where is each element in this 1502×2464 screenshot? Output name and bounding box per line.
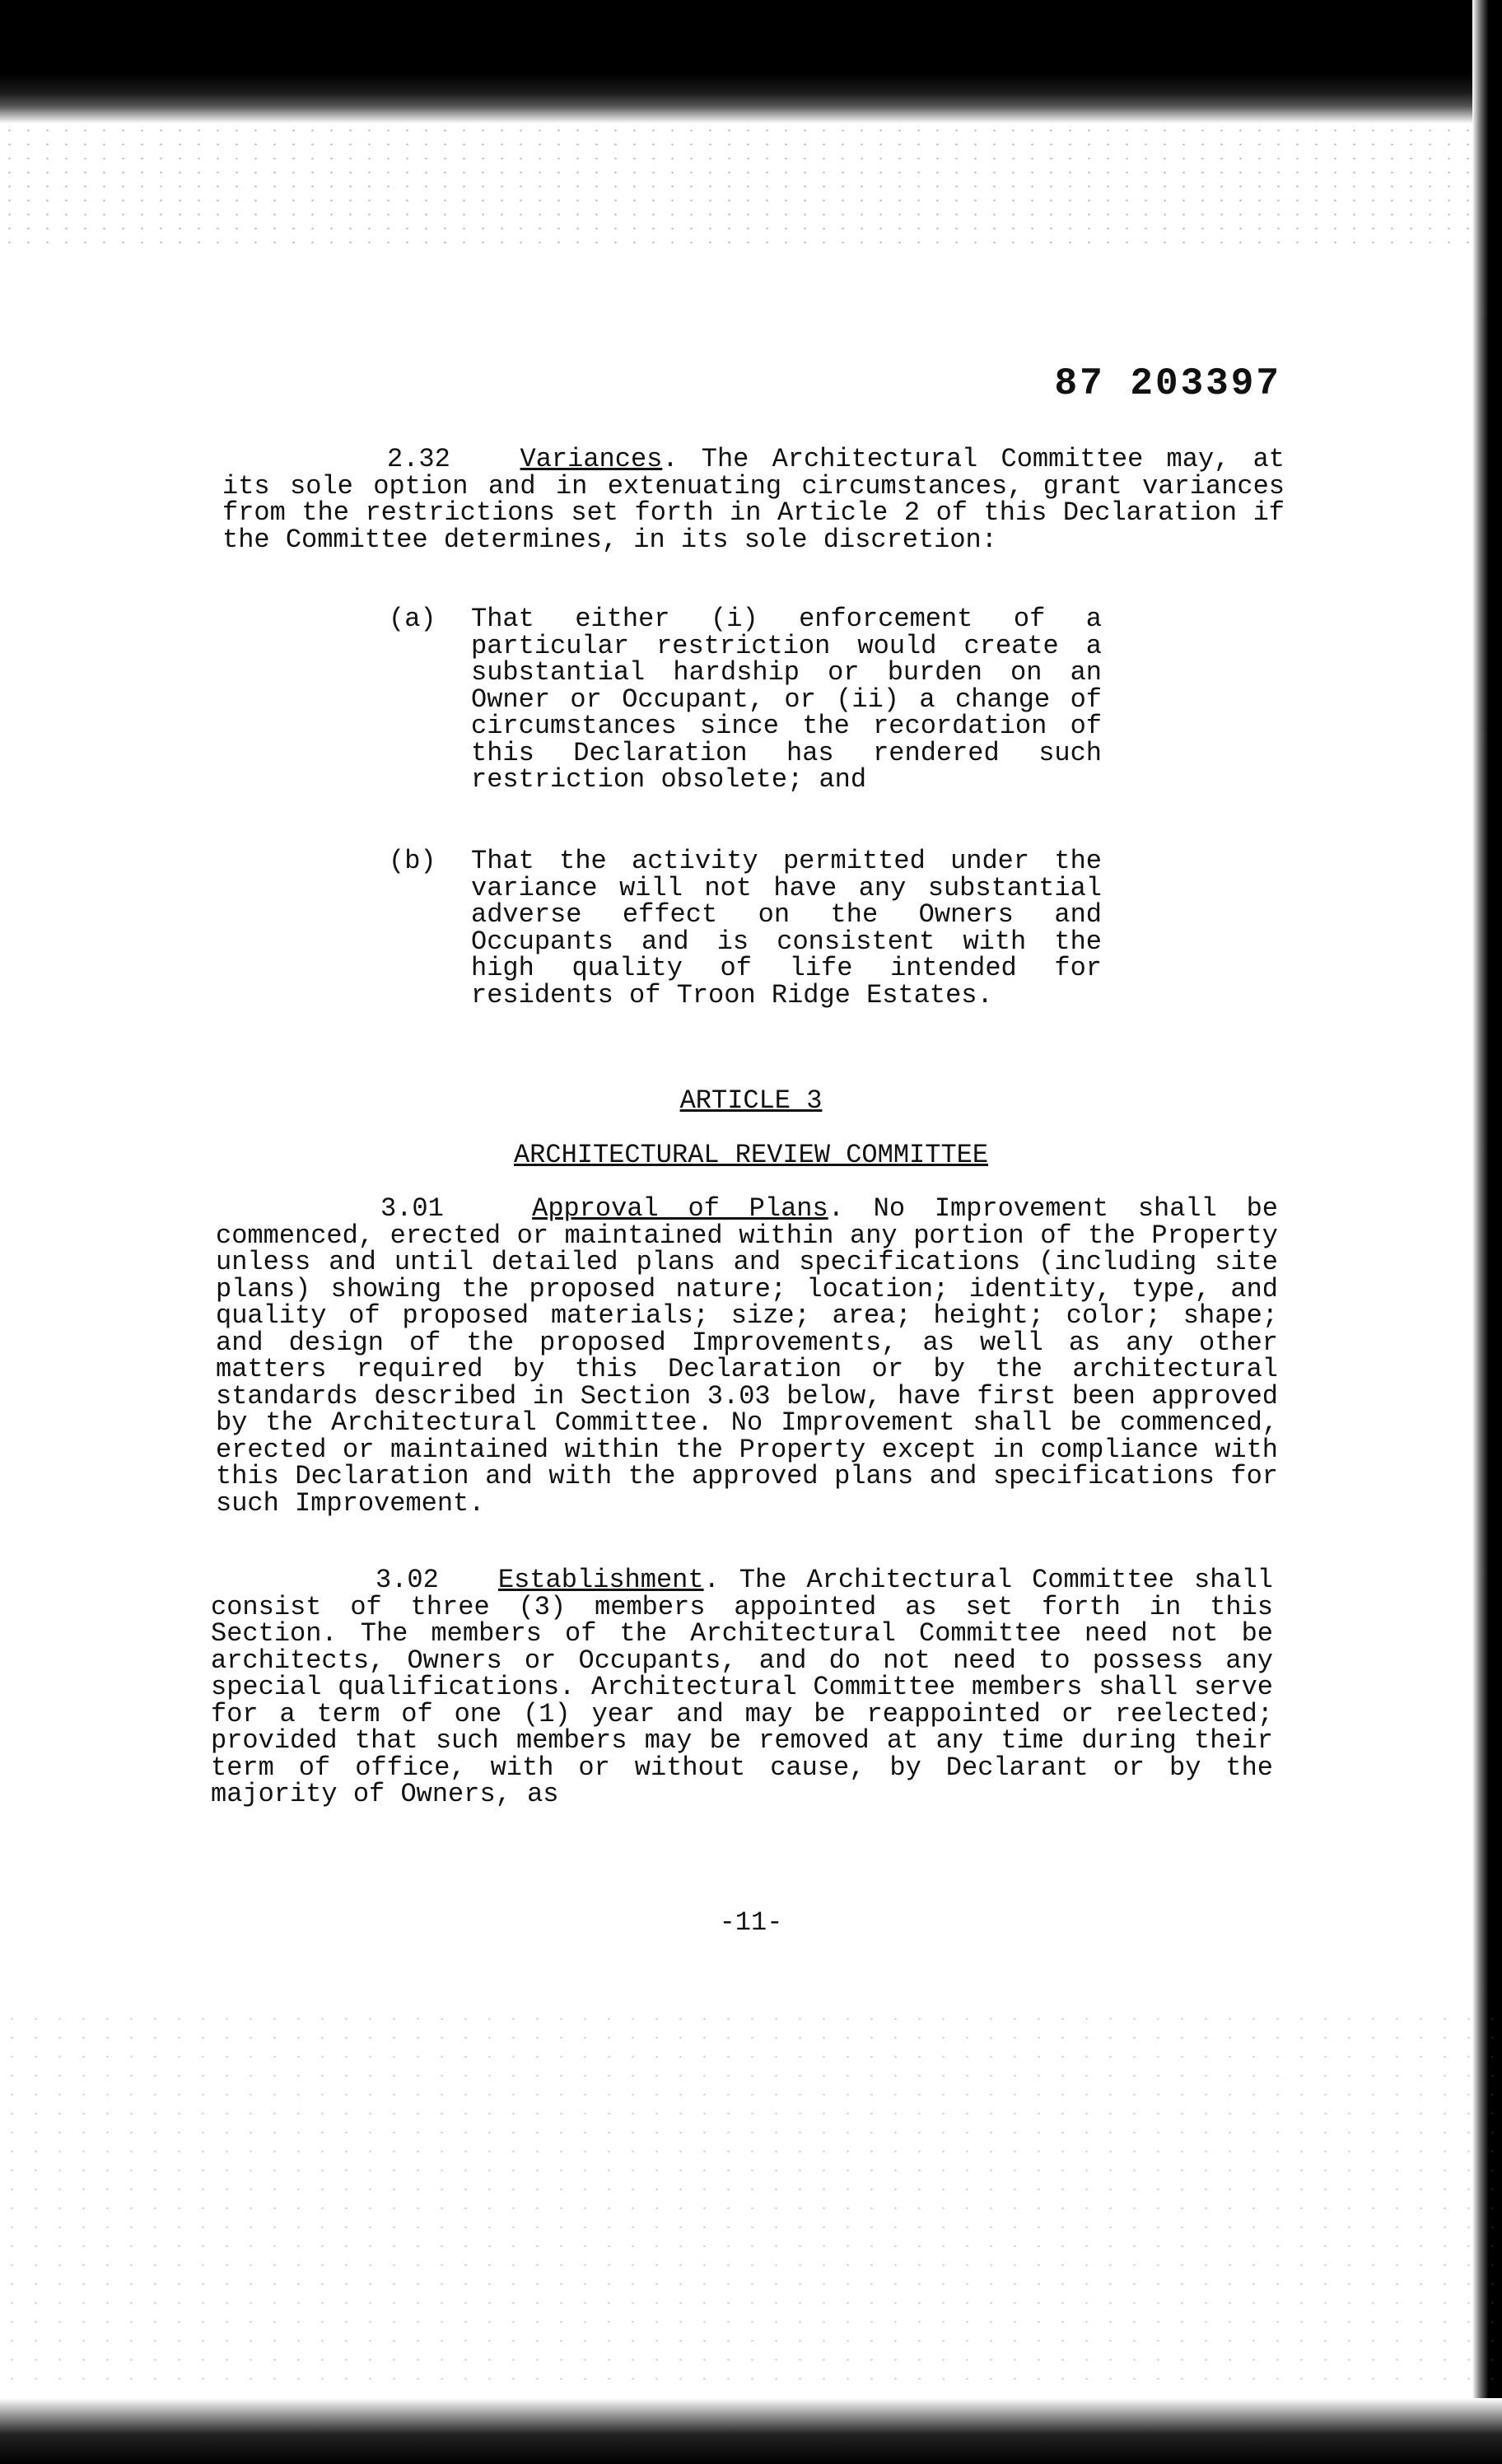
- scan-noise-top: [0, 124, 1502, 255]
- item-text-b: That the activity permitted under the variance will not have any substantial adverse effect on the Owners and Occupants and is consistent with the high quality of life intended for residents of Troon Ridge Estates.: [471, 846, 1102, 1010]
- section-body: . The Architectural Committee shall consist of three (3) members appointed as set forth in this Section. The members of the Architectural Committee need not be architects, Owners or Occupants, and do not need to possess any special qualifications. Architectural Committee members shall serve for a term of one (1) year and may be reappointed or reelected; provided that such members may be removed at any time during their term of office, with or without cause, by Declarant or by the majority of Owners, as: [211, 1565, 1274, 1809]
- section-3-01: [216, 1193, 1279, 1519]
- scan-border-bottom: [0, 2398, 1502, 2464]
- section-heading: Approval of Plans: [532, 1193, 828, 1224]
- scan-border-top: [0, 0, 1502, 124]
- section-body: . No Improvement shall be commenced, erected or maintained within any portion of the Property unless and until detailed plans and specifications (including site plans) showing the proposed nature; location; identity, type, and quality of proposed materials; size; area; height; color; shape; and design of the proposed Improvements, as well as any other matters required by this Declaration or by the architectural standards described in Section 3.03 below, have first been approved by the Architectural Committee. No Improvement shall be commenced, erected or maintained within the Property except in compliance with this Declaration and with the approved plans and specifications for such Improvement.: [216, 1193, 1279, 1519]
- page-number: -11-: [719, 1907, 783, 1938]
- section-number: 3.01: [380, 1193, 444, 1224]
- section-heading: Establishment: [497, 1565, 704, 1595]
- section-number: 2.32: [387, 444, 450, 474]
- article-title: ARCHITECTURAL REVIEW COMMITTEE: [513, 1140, 989, 1170]
- section-body: . The Architectural Committee may, at its sole option and in extenuating circumstances, grant variances from the restrictions set forth in Article 2 of this Declaration if the Committee determines, in its sole discretion:: [222, 444, 1285, 555]
- section-number: 3.02: [376, 1565, 439, 1595]
- section-3-02: [211, 1567, 1273, 1808]
- item-label-b: (b): [389, 846, 436, 876]
- item-text-a: That either (i) enforcement of a particular restriction would create a substantial hardship or burden on an Owner or Occupant, or (ii) a change of circumstances since the recordation of this Declaration has rendered such restriction obsolete; and: [471, 604, 1102, 795]
- section-2-32: [222, 446, 1285, 553]
- document-number: 87 203397: [1054, 362, 1281, 405]
- article-number: ARTICLE 3: [679, 1085, 823, 1116]
- section-heading: Variances: [520, 444, 663, 474]
- item-label-a: (a): [389, 604, 436, 634]
- scan-noise-bottom: [0, 2009, 1502, 2396]
